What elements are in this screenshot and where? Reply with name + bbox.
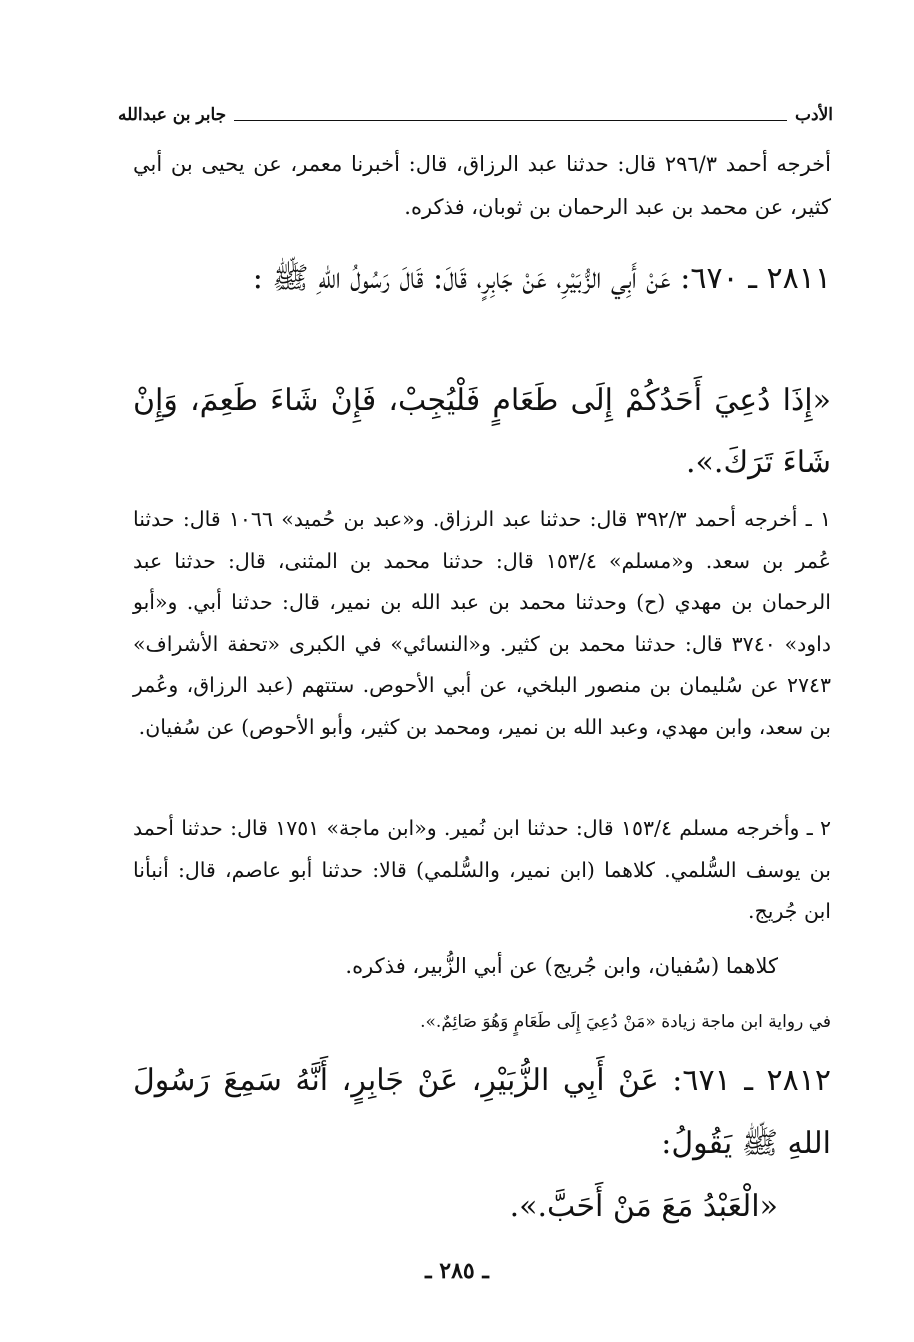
section-title: جابر بن عبدالله bbox=[118, 105, 227, 125]
hadith-2812-isnad: ٢٨١٢ ـ ٦٧١: عَنْ أَبِي الزُّبَيْرِ، عَنْ جَابِرٍ، أَنَّهُ سَمِعَ رَسُولَ اللهِ ﷺ يَقُولُ: bbox=[133, 1063, 831, 1161]
intro-note: أخرجه أحمد ٢٩٦/٣ قال: حدثنا عبد الرزاق، قال: أخبرنا معمر، عن يحيى بن أبي كثير، عن محمد بن عبد الرحمان بن ثوبان، فذكره. bbox=[133, 152, 831, 219]
hadith-2812-matn: «الْعَبْدُ مَعَ مَنْ أَحَبَّ.». bbox=[509, 1189, 778, 1224]
ibn-majah-note: في رواية ابن ماجة زيادة «مَنْ دُعِيَ إِلَى طَعَامٍ وَهُوَ صَائِمٌ.». bbox=[420, 1012, 831, 1032]
both-statement: كلاهما (سُفيان، وابن جُريج) عن أبي الزُّبير، فذكره. bbox=[345, 954, 778, 978]
header-rule bbox=[234, 120, 787, 121]
hadith-2811-isnad: ٢٨١١ ـ ٦٧٠: عَنْ أَبِي الزُّبَيْرِ، عَنْ جَابِرٍ، قَالَ: قَالَ رَسُولُ اللهِ ﷺ : bbox=[252, 261, 831, 296]
hadith-2811-matn: «إِذَا دُعِيَ أَحَدُكُمْ إِلَى طَعَامٍ فَلْيُجِبْ، فَإِنْ شَاءَ طَعِمَ، وَإِنْ شَاءَ تَرَكَ.». bbox=[133, 383, 831, 480]
footnote-1: ١ ـ أخرجه أحمد ٣٩٢/٣ قال: حدثنا عبد الرزاق. و«عبد بن حُميد» ١٠٦٦ قال: حدثنا عُمر بن سعد. و«مسلم» ١٥٣/٤ قال: حدثنا محمد بن المثنى، قال: حدثنا عبد الرحمان بن مهدي (ح) وحدثنا محمد بن عبد الله بن نمير، قال: حدثنا أبي. و«أبو داود» ٣٧٤٠ قال: حدثنا محمد بن كثير. و«النسائي» في الكبرى «تحفة الأشراف» ٢٧٤٣ عن سُليمان بن منصور البلخي، عن أبي الأحوص. ستتهم (عبد الرزاق، وعُمر بن سعد، وابن مهدي، وعبد الله بن نمير، ومحمد بن كثير، وأبو الأحوص) عن سُفيان. bbox=[133, 507, 832, 739]
running-header bbox=[118, 102, 833, 128]
page-number: ـ ٢٨٥ ـ bbox=[425, 1258, 489, 1284]
footnote-2: ٢ ـ وأخرجه مسلم ١٥٣/٤ قال: حدثنا ابن نُمير. و«ابن ماجة» ١٧٥١ قال: حدثنا أحمد بن يوسف السُّلمي. كلاهما (ابن نمير، والسُّلمي) قالا: حدثنا أبو عاصم، قال: أنبأنا ابن جُريج. bbox=[133, 816, 831, 923]
chapter-title: الأدب bbox=[795, 105, 833, 125]
